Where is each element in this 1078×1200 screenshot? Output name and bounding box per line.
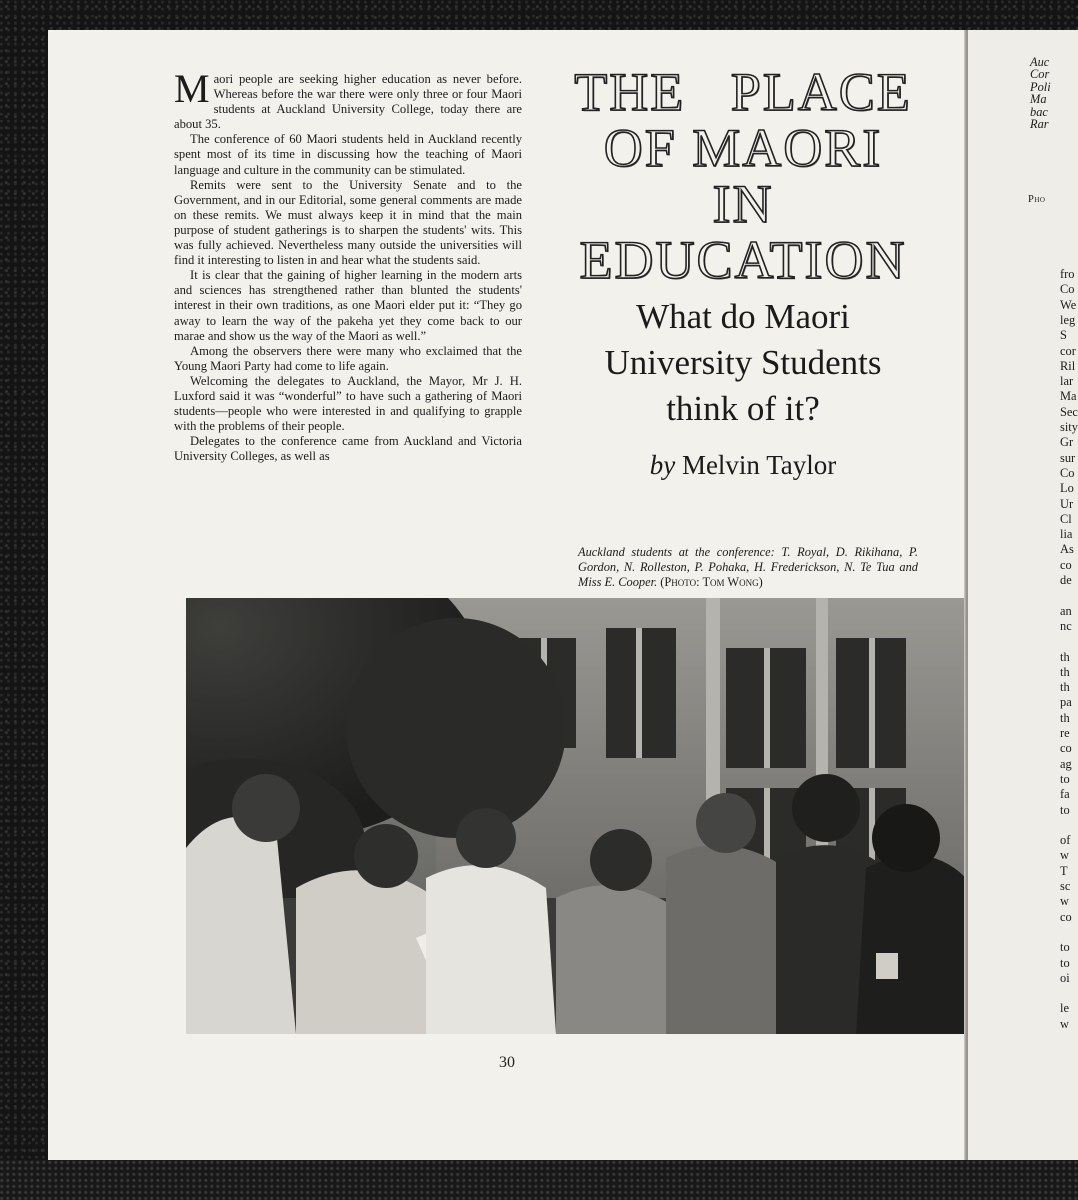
right-page-photo-label: Pho	[1028, 194, 1046, 205]
right-page-body-line: co	[1060, 909, 1072, 924]
byline	[568, 450, 918, 481]
right-page-body-line: re	[1060, 726, 1070, 740]
right-page-body-line: ag	[1060, 756, 1072, 771]
right-page-body-line: sity	[1060, 420, 1078, 434]
right-page-body-line: de	[1060, 573, 1072, 587]
right-page-body-line: T	[1060, 863, 1068, 878]
subtitle	[568, 294, 918, 432]
right-page-body-line: to	[1060, 771, 1070, 786]
subtitle-line: University Students	[604, 343, 882, 382]
article-paragraph: Welcoming the delegates to Auckland, the Mayor, Mr J. H. Luxford said it was “wonderful” to have such a gathering of Maori students—people who were interested in and qualifying to grapple with the problems of their people.	[174, 373, 522, 434]
right-page-body-line: nc	[1060, 618, 1072, 633]
right-page-body-line: Co	[1060, 465, 1075, 480]
article-paragraph: Maori people are seeking higher education as never before. Whereas before the war there were only three or four Maori students at Auckland University College, today there are about 35.	[174, 66, 522, 132]
right-page-body-line: to	[1060, 940, 1070, 955]
photo-caption: Auckland students at the conference: T. Royal, D. Rikihana, P. Gordon, N. Rolleston, P. Pohaka, H. Frederickson, N. Te Tua and Miss E. Cooper. (Photo: Tom Wong)	[578, 545, 918, 589]
right-page-body-line: co	[1060, 557, 1072, 572]
right-page-body-line: w	[1060, 894, 1069, 909]
right-page-body-line: th	[1060, 680, 1070, 695]
right-page-body-line: Gr	[1060, 435, 1074, 450]
headline	[568, 64, 918, 288]
article-paragraph: Among the observers there were many who exclaimed that the Young Maori Party had come to life again.	[174, 343, 522, 373]
article-body	[174, 66, 522, 464]
right-page-body-line: Sec	[1060, 404, 1078, 419]
byline-by: by	[649, 450, 676, 480]
right-page-body-line: lar	[1060, 374, 1074, 389]
right-page-body-line: to	[1060, 802, 1070, 817]
page-number: 30	[499, 1054, 515, 1071]
right-page-italic-line: Rar	[1030, 117, 1049, 131]
right-page-body-line: cor	[1060, 343, 1076, 358]
right-page-body-line: th	[1060, 649, 1070, 664]
right-page-body-line: S	[1060, 328, 1067, 343]
group-photo	[186, 598, 966, 1034]
right-page-body-line: of	[1060, 833, 1071, 848]
right-page-body-line: to	[1060, 955, 1070, 970]
right-page-body-line: Lo	[1060, 481, 1074, 496]
right-page-body-line: th	[1060, 664, 1070, 679]
right-page-italic-line: Ma	[1030, 92, 1047, 107]
drop-cap: M	[174, 66, 210, 111]
headline-line: EDUCATION	[579, 230, 907, 290]
right-page-body-line: lia	[1060, 527, 1073, 542]
article-paragraph: It is clear that the gaining of higher learning in the modern arts and sciences has strengthened rather than blunted the students' interest in their own traditions, as one Maori elder put it: “They go away to learn the way of the pakeha yet they come back to our marae and show us the way of the Maori as well.”	[174, 268, 522, 343]
article-paragraph: Delegates to the conference came from Auckland and Victoria University Colleges, as well as	[174, 434, 522, 464]
article-paragraph: Remits were sent to the University Senate and to the Government, and in our Editorial, some general comments are made on these remits. We must always keep it in mind that the main purpose of student gatherings is to sharpen the students' wits. This was fully achieved. Nevertheless many outside the universities will find it interesting to listen in and hear what the students said.	[174, 177, 522, 268]
right-page-body-line: Co	[1060, 282, 1075, 297]
caption-names: T. Royal, D. Rikihana, P. Gordon, N. Rolleston, P. Pohaka, H. Frederickson, N. Te Tua and Miss E. Cooper.	[578, 545, 918, 589]
headline-line: IN	[712, 174, 774, 234]
group-photo-illustration	[186, 598, 966, 1034]
right-page-body-line: fa	[1060, 787, 1070, 802]
right-page-body-line: co	[1060, 741, 1072, 756]
right-page-italic-line: bac	[1030, 104, 1048, 119]
right-page-body-line: Ril	[1060, 358, 1076, 373]
scan-bottom-edge	[0, 1160, 1078, 1200]
right-page-body-line: leg	[1060, 312, 1076, 327]
right-page-italic-line: Auc	[1030, 55, 1050, 69]
right-page-body-line: le	[1060, 1001, 1069, 1016]
right-page-italic-line: Cor	[1030, 67, 1050, 82]
right-page-body-line: sur	[1060, 450, 1076, 465]
right-page-italic-line: Poli	[1030, 79, 1051, 94]
left-page	[48, 30, 966, 1160]
subtitle-line: think of it?	[666, 389, 820, 428]
right-page-body-line: Ma	[1060, 389, 1077, 404]
right-page-body-line: fro	[1060, 267, 1075, 281]
right-page-fragment	[968, 30, 1078, 1160]
right-page-body-line: pa	[1060, 695, 1072, 710]
caption-credit: (Photo: Tom Wong)	[660, 575, 763, 589]
subtitle-line: What do Maori	[636, 297, 850, 336]
right-page-body-line: th	[1060, 710, 1070, 725]
right-page-body-line: an	[1060, 603, 1072, 618]
byline-author: Melvin Taylor	[681, 450, 837, 480]
headline-line: THE PLACE	[574, 62, 912, 122]
right-page-body-line: w	[1060, 848, 1069, 863]
right-page-body-line: As	[1060, 542, 1074, 557]
right-page-body-line: sc	[1060, 879, 1071, 893]
headline-line: OF MAORI	[603, 118, 883, 178]
right-page-body-line: We	[1060, 297, 1077, 312]
right-page-body-line: oi	[1060, 970, 1070, 985]
title-block	[568, 64, 918, 481]
article-paragraph: The conference of 60 Maori students held in Auckland recently spent most of its time in discussing how the teaching of Maori language and culture in the community can be stimulated.	[174, 132, 522, 177]
right-page-body-line: Ur	[1060, 496, 1074, 511]
right-page-body-line: Cl	[1060, 511, 1072, 526]
caption-lead: Auckland students at the conference	[578, 545, 771, 559]
right-page-body-line: w	[1060, 1016, 1069, 1031]
